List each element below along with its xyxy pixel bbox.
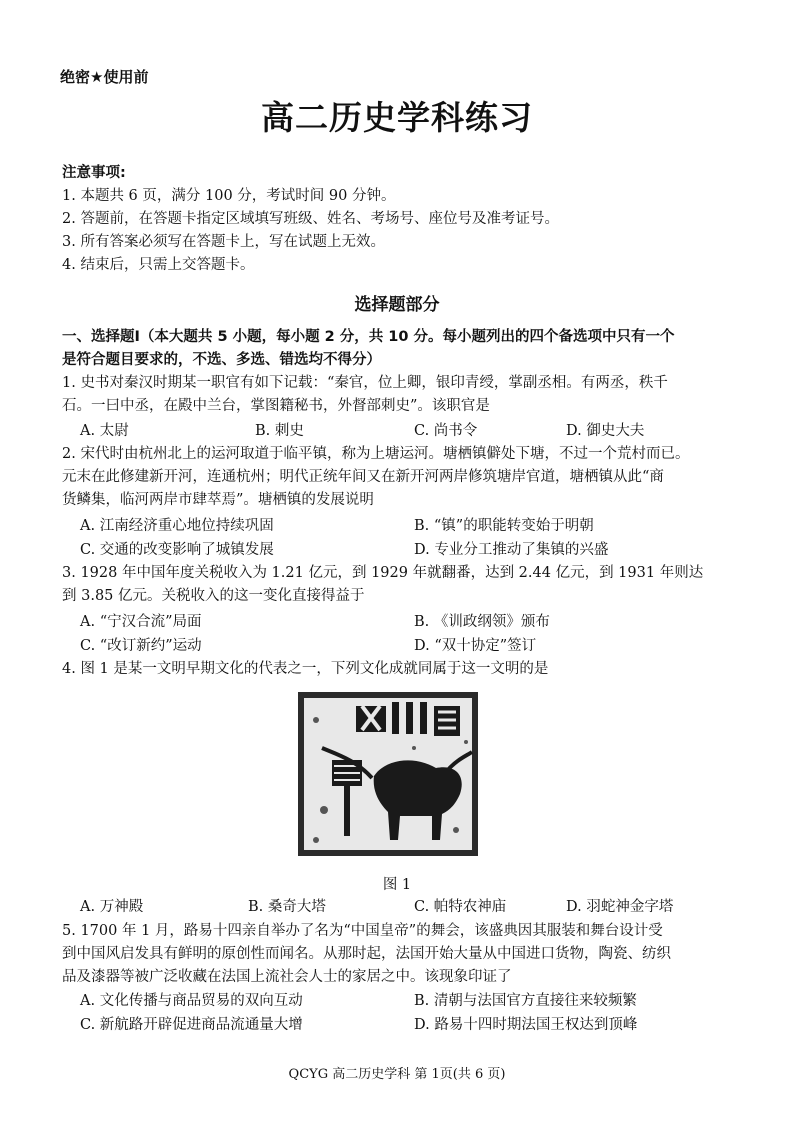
question-5-option-c: C. 新航路开辟促进商品流通量大增 xyxy=(80,1017,303,1033)
question-2-text: 2. 宋代时由杭州北上的运河取道于临平镇，称为上塘运河。塘栖镇僻处下塘，不过一个荒村而已。 xyxy=(62,446,690,462)
question-2-text: 货鳞集，临河两岸市肆萃焉”。塘栖镇的发展说明 xyxy=(62,492,374,508)
question-1-option-d: D. 御史大夫 xyxy=(566,423,645,439)
question-3-text: 到 3.85 亿元。关税收入的这一变化直接得益于 xyxy=(62,588,365,604)
question-3-option-d: D. “双十协定”签订 xyxy=(414,638,537,654)
page-footer: QCYG 高二历史学科 第 1页(共 6 页) xyxy=(288,1067,506,1082)
question-2-text: 元末在此修建新开河，连通杭州；明代正统年间又在新开河两岸修筑塘岸官道，塘栖镇从此“商 xyxy=(62,469,664,485)
question-4-option-a: A. 万神殿 xyxy=(80,899,144,915)
question-4-text: 4. 图 1 是某一文明早期文化的代表之一，下列文化成就同属于这一文明的是 xyxy=(62,661,549,677)
question-3-option-b: B. 《训政纲领》颁布 xyxy=(414,614,550,630)
question-5-option-d: D. 路易十四时期法国王权达到顶峰 xyxy=(414,1017,638,1033)
part-instructions: 是符合题目要求的，不选、多选、错选均不得分） xyxy=(62,352,381,368)
question-4-option-d: D. 羽蛇神金字塔 xyxy=(566,899,674,915)
question-2-option-a: A. 江南经济重心地位持续巩固 xyxy=(80,518,274,534)
question-5-option-b: B. 清朝与法国官方直接往来较频繁 xyxy=(414,993,637,1009)
notice-item: 2. 答题前，在答题卡指定区域填写班级、姓名、考场号、座位号及准考证号。 xyxy=(62,211,559,227)
question-1-option-c: C. 尚书令 xyxy=(414,423,478,439)
notice-item: 4. 结束后，只需上交答题卡。 xyxy=(62,257,255,273)
notice-item: 1. 本题共 6 页，满分 100 分，考试时间 90 分钟。 xyxy=(62,188,396,204)
seal-glyphs xyxy=(356,702,460,736)
question-5-option-a: A. 文化传播与商品贸易的双向互动 xyxy=(80,993,303,1009)
question-5-text: 5. 1700 年 1 月，路易十四亲自举办了名为“中国皇帝”的舞会，该盛典因其服装和舞台设计受 xyxy=(62,923,663,939)
question-4-option-b: B. 桑奇大塔 xyxy=(248,899,326,915)
page-title: 高二历史学科练习 xyxy=(261,98,533,137)
question-1-option-a: A. 太尉 xyxy=(80,423,129,439)
question-3-option-c: C. “改订新约”运动 xyxy=(80,638,202,654)
question-4-option-c: C. 帕特农神庙 xyxy=(414,899,507,915)
figure-caption: 图 1 xyxy=(382,877,412,893)
question-2-option-b: B. “镇”的职能转变始于明朝 xyxy=(414,518,594,534)
question-1-text: 石。一曰中丞，在殿中兰台，掌图籍秘书，外督部刺史”。该职官是 xyxy=(62,398,490,414)
indus-seal-figure xyxy=(296,690,480,858)
question-3-option-a: A. “宁汉合流”局面 xyxy=(80,614,202,630)
confidential-label: 绝密★使用前 xyxy=(60,68,149,86)
question-2-option-d: D. 专业分工推动了集镇的兴盛 xyxy=(414,542,609,558)
question-1-option-b: B. 刺史 xyxy=(255,423,304,439)
question-3-text: 3. 1928 年中国年度关税收入为 1.21 亿元，到 1929 年就翻番，达到 2.44 亿元，到 1931 年则达 xyxy=(62,565,704,581)
notice-heading: 注意事项: xyxy=(62,165,126,181)
question-5-text: 到中国风启发具有鲜明的原创性而闻名。从那时起，法国开始大量从中国进口货物，陶瓷、纺织 xyxy=(62,946,671,962)
section-title: 选择题部分 xyxy=(354,295,440,315)
question-5-text: 品及漆器等被广泛收藏在法国上流社会人士的家居之中。该现象印证了 xyxy=(62,969,512,985)
part-instructions: 一、选择题Ⅰ（本大题共 5 小题，每小题 2 分，共 10 分。每小题列出的四个备选项中只有一个 xyxy=(62,329,675,345)
question-1-text: 1. 史书对秦汉时期某一职官有如下记载：“秦官，位上卿，银印青绶，掌副丞相。有两丞，秩千 xyxy=(62,375,668,391)
question-2-option-c: C. 交通的改变影响了城镇发展 xyxy=(80,542,274,558)
notice-item: 3. 所有答案必须写在答题卡上，写在试题上无效。 xyxy=(62,234,385,250)
